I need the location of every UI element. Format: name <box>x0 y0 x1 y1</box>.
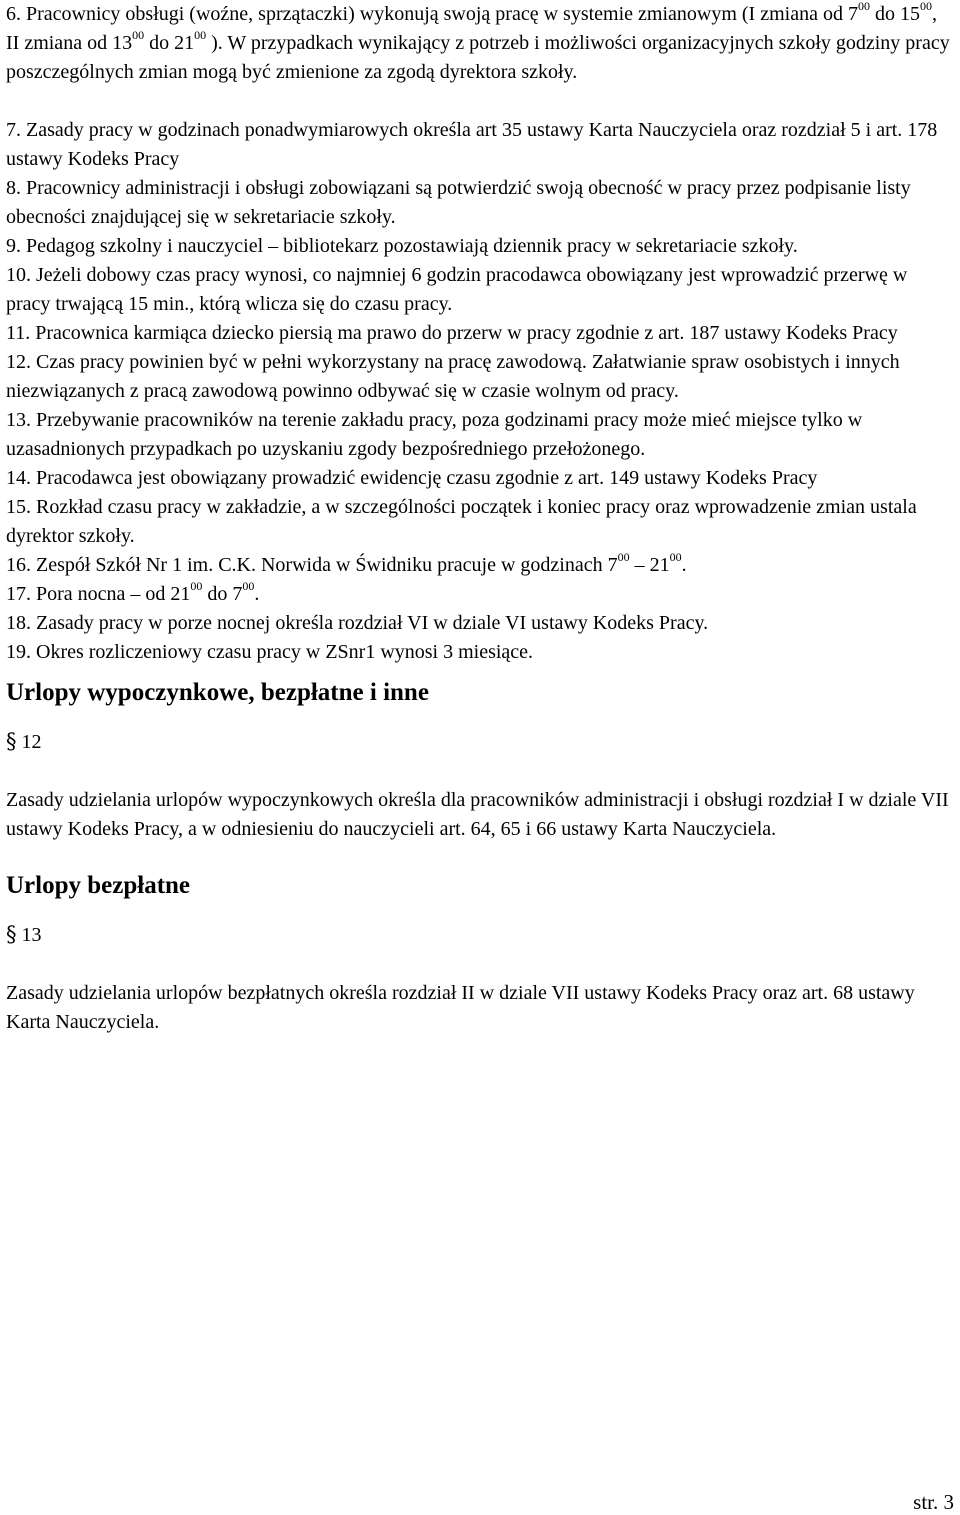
list-item-item-7 <box>6 116 954 174</box>
text-run: 12. Czas pracy powinien być w pełni wykorzystany na pracę zawodową. Załatwianie spraw osobistych i innych niezwiązanych z pracą zawodową powinno odbywać się w czasie wolnym od pracy. <box>6 351 900 402</box>
list-item-item-17 <box>6 580 954 609</box>
superscript: 00 <box>669 550 682 565</box>
text-run: 13. Przebywanie pracowników na terenie zakładu pracy, poza godzinami pracy może mieć miejsce tylko w uzasadnionych przypadkach po uzyskaniu zgody bezpośredniego przełożonego. <box>6 409 863 460</box>
list-item-item-15 <box>6 493 954 551</box>
paragraph-number: 12 <box>21 731 42 753</box>
text-run: 19. Okres rozliczeniowy czasu pracy w ZSnr1 wynosi 3 miesiące. <box>6 641 534 663</box>
text-run: ). W przypadkach wynikający z potrzeb i możliwości organizacyjnych szkoły godziny pracy poszczególnych zmian mogą być zmienione za zgodą dyrektora szkoły. <box>6 32 950 83</box>
text-run: 15. Rozkład czasu pracy w zakładzie, a w szczególności początek i koniec pracy oraz wprowadzenie zmian ustala dyrektor szkoły. <box>6 496 917 547</box>
text-run: 10. Jeżeli dobowy czas pracy wynosi, co najmniej 6 godzin pracodawca obowiązany jest wprowadzić przerwę w pracy trwającą 15 min., którą wlicza się do czasu pracy. <box>6 264 908 315</box>
text-run: 14. Pracodawca jest obowiązany prowadzić ewidencję czasu zgodnie z art. 149 ustawy Kodeks Pracy <box>6 467 818 489</box>
superscript: 00 <box>242 579 255 594</box>
paragraph-number: 13 <box>21 924 42 946</box>
text-run: do 21 <box>144 32 195 54</box>
list-item-item-10 <box>6 261 954 319</box>
superscript: 00 <box>919 0 932 14</box>
text-run: 17. Pora nocna – od 21 <box>6 583 191 605</box>
section-unpaid-leave <box>6 870 954 1037</box>
text-run: 6. Pracownicy obsługi (woźne, sprzątaczki) wykonują swoją pracę w systemie zmianowym (I zmiana od 7 <box>6 3 858 25</box>
superscript: 00 <box>194 28 207 43</box>
section-sign: § <box>6 729 17 753</box>
annual-leave-body: Zasady udzielania urlopów wypoczynkowych określa dla pracowników administracji i obsługi rozdział I w dziale VII ustawy Kodeks Pracy, a w odniesieniu do nauczycieli art. 64, 65 i 66 ustawy Karta Nauczyciela. <box>6 789 949 840</box>
list-item-item-9 <box>6 232 954 261</box>
section-heading-unpaid-leave: Urlopy bezpłatne <box>6 872 191 899</box>
text-run: 9. Pedagog szkolny i nauczyciel – bibliotekarz pozostawiają dziennik pracy w sekretariacie szkoły. <box>6 235 798 257</box>
superscript: 00 <box>617 550 630 565</box>
section-heading-annual-leave: Urlopy wypoczynkowe, bezpłatne i inne <box>6 679 429 706</box>
text-run: – 21 <box>629 554 670 576</box>
section-sign: § <box>6 922 17 946</box>
text-run: 11. Pracownica karmiąca dziecko piersią ma prawo do przerw w pracy zgodnie z art. 187 ustawy Kodeks Pracy <box>6 322 898 344</box>
list-item-item-8 <box>6 174 954 232</box>
superscript: 00 <box>132 28 145 43</box>
text-run: 8. Pracownicy administracji i obsługi zobowiązani są potwierdzić swoją obecność w pracy przez podpisanie listy obecności znajdującej się w sekretariacie szkoły. <box>6 177 911 228</box>
text-run: do 15 <box>869 3 920 25</box>
list-item-item-12 <box>6 348 954 406</box>
text-run: 7. Zasady pracy w godzinach ponadwymiarowych określa art 35 ustawy Karta Nauczyciela oraz rozdział 5 i art. 178 ustawy Kodeks Pracy <box>6 119 938 170</box>
list-item-item-13 <box>6 406 954 464</box>
text-run: 16. Zespół Szkół Nr 1 im. C.K. Norwida w Świdniku pracuje w godzinach 7 <box>6 554 618 576</box>
superscript: 00 <box>190 579 203 594</box>
superscript: 00 <box>857 0 870 14</box>
list-item-item-18 <box>6 609 954 638</box>
text-run: . <box>254 583 260 605</box>
paragraph-mark-13 <box>6 920 954 950</box>
text-run: do 7 <box>202 583 243 605</box>
text-run: , II zmiana od 13 <box>6 3 937 54</box>
list-item-item-16 <box>6 551 954 580</box>
text-run: . <box>681 554 687 576</box>
section-annual-leave <box>6 677 954 844</box>
list-item-item-14 <box>6 464 954 493</box>
document-page <box>6 0 954 1037</box>
list-item-item-11 <box>6 319 954 348</box>
paragraph-mark-12 <box>6 727 954 757</box>
list-item-item-19 <box>6 638 954 667</box>
page-number: str. 3 <box>913 1490 954 1514</box>
unpaid-leave-body: Zasady udzielania urlopów bezpłatnych określa rozdział II w dziale VII ustawy Kodeks Pracy oraz art. 68 ustawy Karta Nauczyciela. <box>6 982 915 1033</box>
work-rules-list <box>6 0 954 667</box>
text-run: 18. Zasady pracy w porze nocnej określa rozdział VI w dziale VI ustawy Kodeks Pracy. <box>6 612 709 634</box>
list-item-item-6 <box>6 0 954 87</box>
